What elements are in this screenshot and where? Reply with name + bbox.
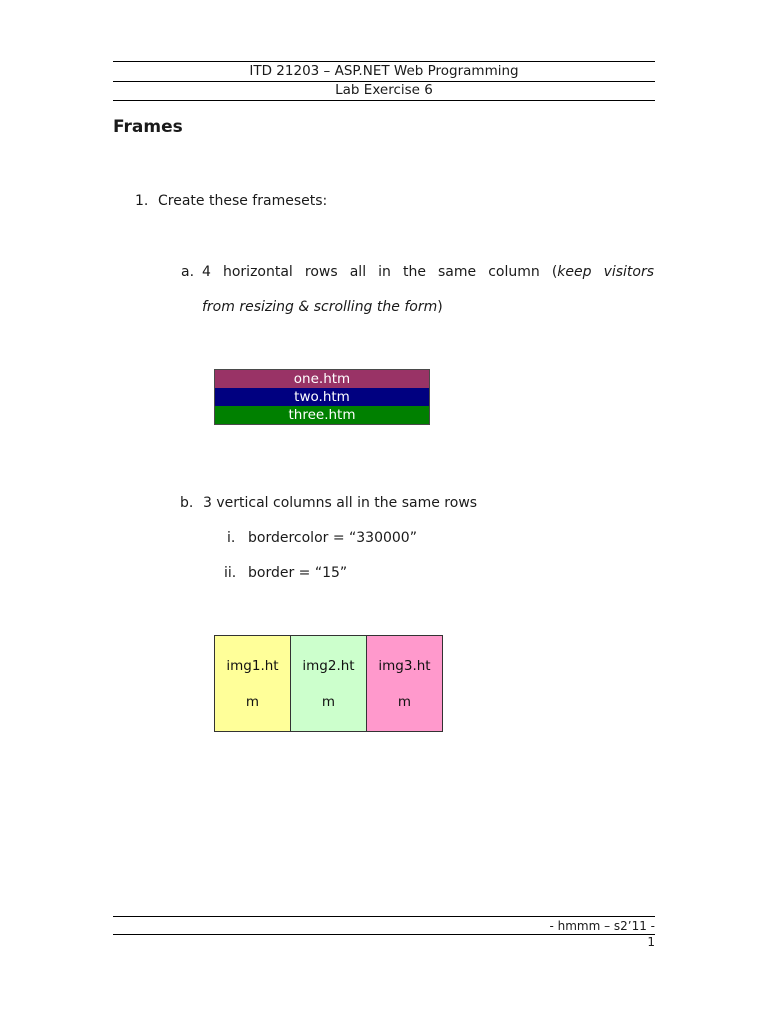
part-a-word: all bbox=[349, 264, 367, 280]
frame-col-label-line1: img3.ht bbox=[378, 657, 431, 674]
frame-col-label-line2: m bbox=[397, 693, 412, 710]
frame-col-label-line2: m bbox=[321, 693, 336, 710]
part-b-marker: b. bbox=[180, 495, 194, 511]
part-b-sub-i-text: bordercolor = “330000” bbox=[248, 530, 417, 546]
frameset-columns-diagram bbox=[214, 635, 443, 732]
part-a-line-1 bbox=[202, 264, 654, 280]
frame-row-one: one.htm bbox=[215, 370, 429, 388]
frame-col-img2 bbox=[290, 636, 366, 731]
frame-col-img3 bbox=[366, 636, 442, 731]
frame-row-two: two.htm bbox=[215, 388, 429, 406]
part-a-word: in bbox=[378, 264, 391, 280]
header-course-title: ITD 21203 – ASP.NET Web Programming bbox=[249, 63, 519, 79]
part-b-sub-ii-marker: ii. bbox=[224, 565, 237, 581]
frame-row-three: three.htm bbox=[215, 406, 429, 424]
part-a-marker: a. bbox=[181, 264, 195, 280]
section-title: Frames bbox=[113, 117, 183, 137]
part-a-italic-word: visitors bbox=[603, 264, 655, 280]
part-a-word: horizontal bbox=[222, 264, 293, 280]
frame-col-label-line1: img2.ht bbox=[302, 657, 355, 674]
frame-col-img1 bbox=[215, 636, 290, 731]
part-a-line-2 bbox=[202, 299, 443, 315]
part-a-line-2-tail: ) bbox=[437, 299, 443, 315]
part-b-sub-i-marker: i. bbox=[227, 530, 236, 546]
part-b-text: 3 vertical columns all in the same rows bbox=[203, 495, 478, 511]
header-lab-title: Lab Exercise 6 bbox=[335, 82, 433, 98]
header-top-rule bbox=[113, 61, 655, 62]
footer-bottom-rule bbox=[113, 934, 655, 935]
part-a-word: column bbox=[488, 264, 540, 280]
frame-col-label-line2: m bbox=[245, 693, 260, 710]
header-bottom-rule bbox=[113, 100, 655, 101]
part-a-word: the bbox=[402, 264, 426, 280]
part-a-word: same bbox=[438, 264, 477, 280]
part-a-word-italic bbox=[552, 264, 592, 280]
part-a-word: rows bbox=[304, 264, 338, 280]
part-a-line-2-italic: from resizing & scrolling the form bbox=[202, 299, 438, 315]
part-a-italic-word: keep bbox=[557, 264, 592, 280]
footer-top-rule bbox=[113, 916, 655, 917]
part-b-sub-ii-text: border = “15” bbox=[248, 565, 348, 581]
part-a-paren: ( bbox=[551, 264, 558, 280]
part-a-word: 4 bbox=[202, 264, 211, 280]
step-1-marker: 1. bbox=[135, 193, 149, 209]
step-1-text: Create these framesets: bbox=[158, 193, 328, 209]
footer-author: - hmmm – s2’11 - bbox=[549, 919, 655, 933]
frame-col-label-line1: img1.ht bbox=[226, 657, 279, 674]
footer-page-number: 1 bbox=[647, 935, 655, 949]
frameset-rows-diagram bbox=[214, 369, 430, 425]
